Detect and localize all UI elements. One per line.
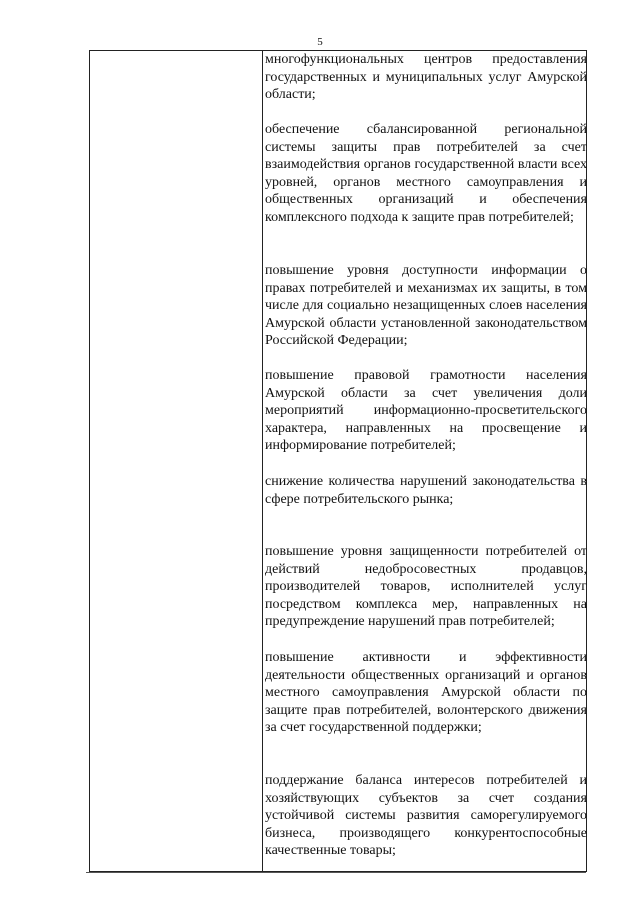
table-left-cell [90, 51, 262, 871]
list-item: повышение активности и эффективности деятельности общественных организаций и органов местного самоуправления Амурской области по защите прав потребителей, волонтерского движения за счет государственной поддержки; [265, 650, 587, 736]
list-item: повышение уровня защищенности потребителей от действий недобросовестных продавцов, производителей товаров, исполнителей услуг посредством комплекса мер, направленных на предупреждение нарушений прав потребителей; [265, 544, 587, 630]
list-item: повышение правовой грамотности населения Амурской области за счет увеличения доли мероприятий информационно-просветительского характера, направленных на просвещение и информирование потребителей; [265, 368, 587, 454]
list-item: поддержание баланса интересов потребителей и хозяйствующих субъектов за счет создания устойчивой системы развития саморегулируемого бизнеса, производящего конкурентоспособные качественные товары; [265, 773, 587, 859]
column-divider [262, 51, 263, 871]
page-number: 5 [317, 36, 323, 48]
program-table [89, 50, 587, 872]
list-item: обеспечение сбалансированной региональной системы защиты прав потребителей за счет взаимодействия органов государственной власти всех уровней, органов местного самоуправления и общественных организаций и обеспечения комплексного подхода к защите прав потребителей; [265, 122, 587, 225]
list-item: многофункциональных центров предоставления государственных и муниципальных услуг Амурской области; [265, 52, 587, 103]
list-item: повышение уровня доступности информации о правах потребителей и механизмах их защиты, в том числе для социально незащищенных слоев населения Амурской области установленной законодательством Российской Федерации; [265, 263, 587, 349]
bottom-rule [86, 872, 586, 873]
list-item: снижение количества нарушений законодательства в сфере потребительского рынка; [265, 474, 587, 507]
